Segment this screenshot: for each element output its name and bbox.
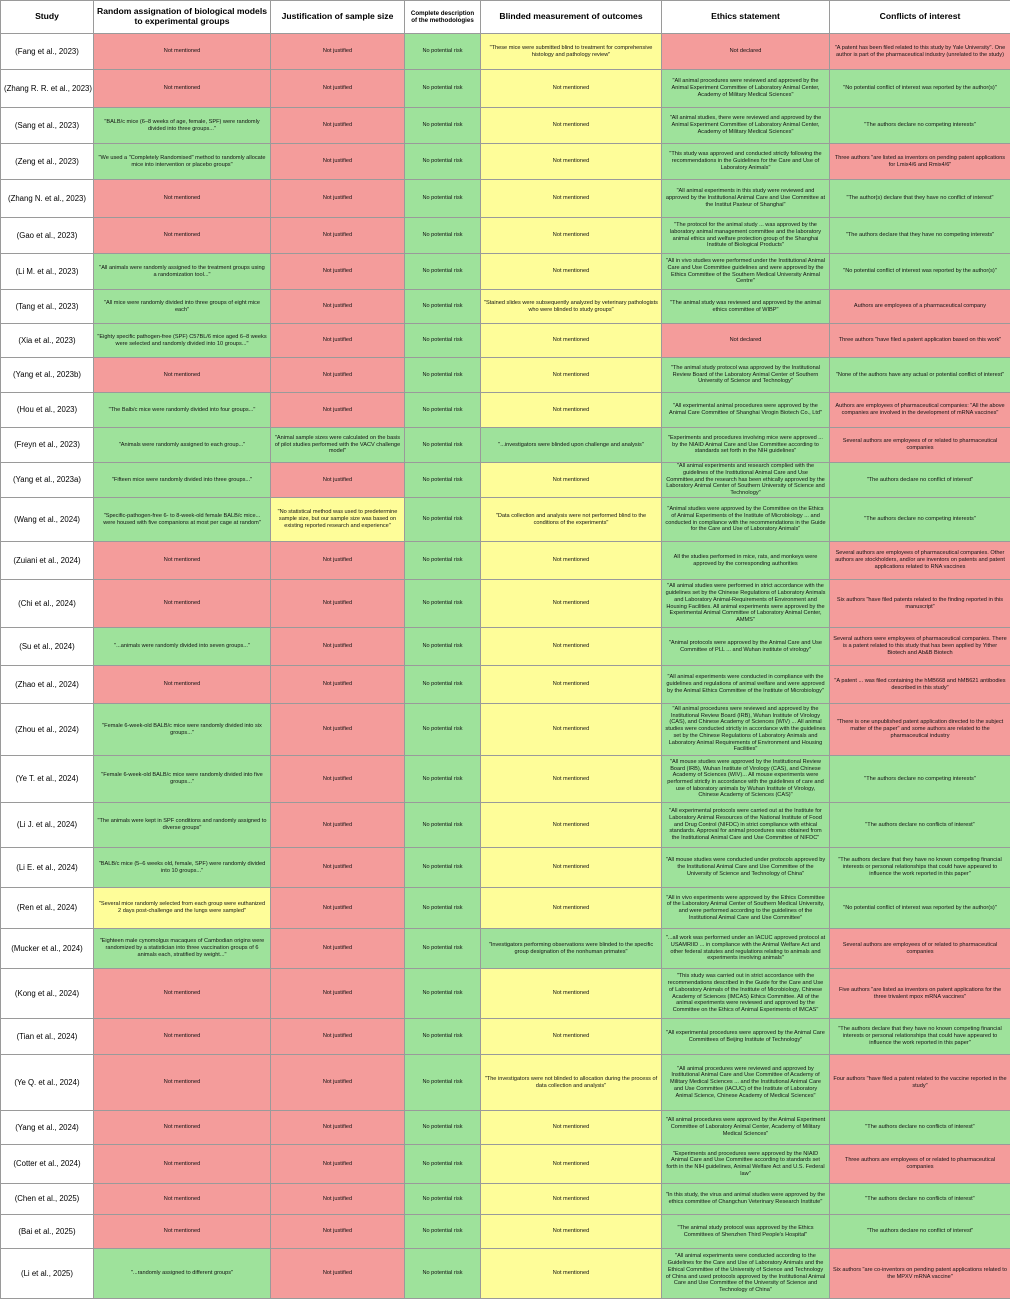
cell-ethics-statement: "The animal study was reviewed and approved by the animal ethics committee of WIBP" bbox=[662, 290, 830, 324]
cell-sample-size: Not justified bbox=[271, 463, 405, 498]
cell-blinded-measurement: Not mentioned bbox=[481, 180, 662, 218]
cell-study: (Gao et al., 2023) bbox=[1, 218, 94, 254]
cell-blinded-measurement: Not mentioned bbox=[481, 803, 662, 848]
cell-complete-description: No potential risk bbox=[405, 1019, 481, 1055]
cell-complete-description: No potential risk bbox=[405, 358, 481, 393]
cell-sample-size: Not justified bbox=[271, 848, 405, 888]
cell-study: (Sang et al., 2023) bbox=[1, 108, 94, 144]
cell-ethics-statement: "All animal experiments were conducted according to the Guidelines for the Care and Use of Laboratory Animals and the Ethical Committee of the University of Science and Technology of China and used protocols approved by the Institutional Animal Care and Use Committee of the University of Science and Technology of China" bbox=[662, 1249, 830, 1299]
cell-blinded-measurement: Not mentioned bbox=[481, 580, 662, 628]
cell-ethics-statement: "The animal study protocol was approved by the Ethics Committees of Shenzhen Third People's Hospital" bbox=[662, 1215, 830, 1249]
table-row bbox=[1, 1145, 1010, 1184]
cell-study: (Fang et al., 2023) bbox=[1, 34, 94, 70]
cell-random-assignation: Not mentioned bbox=[94, 358, 271, 393]
cell-sample-size: Not justified bbox=[271, 358, 405, 393]
header-complete-description: Complete description of the methodologies bbox=[405, 1, 481, 34]
cell-random-assignation: "Female 6-week-old BALB/c mice were randomly divided into five groups..." bbox=[94, 756, 271, 803]
cell-complete-description: No potential risk bbox=[405, 848, 481, 888]
table-row bbox=[1, 1215, 1010, 1249]
cell-random-assignation: "Eighty specific pathogen-free (SPF) C57BL/6 mice aged 6–8 weeks were selected and randomly divided into 10 groups..." bbox=[94, 324, 271, 358]
cell-random-assignation: Not mentioned bbox=[94, 666, 271, 704]
table-row bbox=[1, 254, 1010, 290]
cell-complete-description: No potential risk bbox=[405, 218, 481, 254]
table-row bbox=[1, 70, 1010, 108]
cell-random-assignation: "All animals were randomly assigned to the treatment groups using a randomization tool..." bbox=[94, 254, 271, 290]
cell-complete-description: No potential risk bbox=[405, 666, 481, 704]
cell-blinded-measurement: "Stained slides were subsequently analyzed by veterinary pathologists who were blinded to study groups" bbox=[481, 290, 662, 324]
cell-conflicts-of-interest: Authors are employees of a pharmaceutical company bbox=[830, 290, 1010, 324]
table-row bbox=[1, 1055, 1010, 1111]
cell-blinded-measurement: Not mentioned bbox=[481, 144, 662, 180]
cell-ethics-statement: "In this study, the virus and animal studies were approved by the ethics committee of Changchun Veterinary Research Institute" bbox=[662, 1184, 830, 1215]
cell-study: (Bai et al., 2025) bbox=[1, 1215, 94, 1249]
cell-blinded-measurement: Not mentioned bbox=[481, 542, 662, 580]
cell-study: (Mucker et al., 2024) bbox=[1, 929, 94, 969]
cell-conflicts-of-interest: Several authors are employees of or related to pharmaceutical companies bbox=[830, 929, 1010, 969]
cell-sample-size: Not justified bbox=[271, 324, 405, 358]
cell-sample-size: Not justified bbox=[271, 666, 405, 704]
table-row bbox=[1, 756, 1010, 803]
cell-random-assignation: Not mentioned bbox=[94, 1111, 271, 1145]
cell-ethics-statement: Not declared bbox=[662, 324, 830, 358]
cell-random-assignation: "Several mice randomly selected from each group were euthanized 2 days post-challenge and the lungs were sampled" bbox=[94, 888, 271, 929]
cell-complete-description: No potential risk bbox=[405, 542, 481, 580]
cell-complete-description: No potential risk bbox=[405, 888, 481, 929]
table-row bbox=[1, 803, 1010, 848]
table-row bbox=[1, 1184, 1010, 1215]
cell-blinded-measurement: "These mice were submitted blind to treatment for comprehensive histology and pathology review" bbox=[481, 34, 662, 70]
cell-random-assignation: "...animals were randomly divided into seven groups..." bbox=[94, 628, 271, 666]
cell-complete-description: No potential risk bbox=[405, 463, 481, 498]
cell-ethics-statement: "...all work was performed under an IACUC approved protocol at USAMRIID ... in compliance with the Animal Welfare Act and other federal statutes and regulations relating to animals and experiments involving animals" bbox=[662, 929, 830, 969]
table-row bbox=[1, 463, 1010, 498]
cell-study: (Zhao et al., 2024) bbox=[1, 666, 94, 704]
cell-random-assignation: Not mentioned bbox=[94, 969, 271, 1019]
cell-sample-size: Not justified bbox=[271, 393, 405, 428]
cell-conflicts-of-interest: "None of the authors have any actual or potential conflict of interest" bbox=[830, 358, 1010, 393]
table-row bbox=[1, 218, 1010, 254]
cell-study: (Xia et al., 2023) bbox=[1, 324, 94, 358]
table-row bbox=[1, 1111, 1010, 1145]
cell-sample-size: "Animal sample sizes were calculated on the basis of pilot studies performed with the VACV challenge model" bbox=[271, 428, 405, 463]
cell-sample-size: Not justified bbox=[271, 1019, 405, 1055]
cell-conflicts-of-interest: Several authors are employees of pharmaceutical companies. Other authors are stockholders, and/or are inventors on patents and patent applications related to RNA vaccines bbox=[830, 542, 1010, 580]
cell-ethics-statement: "All animal procedures were reviewed and approved by the Institutional Review Board (IRB), Wuhan Institute of Virology (CAS), and Chinese Academy of Sciences (WIV) ... All animal studies were conducted strictly in accordance with the guidelines set by the Chinese Regulations of Laboratory Animals and Laboratory Animal Requirements of Environment and Housing Facilities" bbox=[662, 704, 830, 756]
cell-blinded-measurement: Not mentioned bbox=[481, 1215, 662, 1249]
cell-blinded-measurement: Not mentioned bbox=[481, 108, 662, 144]
cell-sample-size: Not justified bbox=[271, 180, 405, 218]
cell-study: (Yang et al., 2024) bbox=[1, 1111, 94, 1145]
cell-sample-size: Not justified bbox=[271, 290, 405, 324]
table-row bbox=[1, 628, 1010, 666]
cell-conflicts-of-interest: Four authors "have filed a patent related to the vaccine reported in the study" bbox=[830, 1055, 1010, 1111]
cell-sample-size: Not justified bbox=[271, 218, 405, 254]
cell-random-assignation: "Female 6-week-old BALB/c mice were randomly divided into six groups..." bbox=[94, 704, 271, 756]
cell-blinded-measurement: Not mentioned bbox=[481, 704, 662, 756]
cell-random-assignation: Not mentioned bbox=[94, 180, 271, 218]
cell-complete-description: No potential risk bbox=[405, 290, 481, 324]
cell-sample-size: Not justified bbox=[271, 803, 405, 848]
cell-ethics-statement: All the studies performed in mice, rats, and monkeys were approved by the corresponding authorities bbox=[662, 542, 830, 580]
cell-conflicts-of-interest: Several authors are employees of or related to pharmaceutical companies bbox=[830, 428, 1010, 463]
cell-ethics-statement: "All experimental animal procedures were approved by the Animal Care Committee of Shanghai Virogin Biotech Co., Ltd" bbox=[662, 393, 830, 428]
cell-random-assignation: "Eighteen male cynomolgus macaques of Cambodian origins were randomized by a statistician into three vaccination groups of 6 animals each, stratified by weight..." bbox=[94, 929, 271, 969]
cell-ethics-statement: "All experimental procedures were approved by the Animal Care Committees of Beijing Institute of Technology" bbox=[662, 1019, 830, 1055]
cell-complete-description: No potential risk bbox=[405, 1145, 481, 1184]
cell-complete-description: No potential risk bbox=[405, 428, 481, 463]
cell-conflicts-of-interest: Several authors were employees of pharmaceutical companies. There is a patent related to this study that has been applied by Yither Biotech and Ab&B Biotech bbox=[830, 628, 1010, 666]
table-row bbox=[1, 666, 1010, 704]
cell-blinded-measurement: Not mentioned bbox=[481, 463, 662, 498]
cell-random-assignation: Not mentioned bbox=[94, 1184, 271, 1215]
cell-conflicts-of-interest: Three authors "have filed a patent application based on this work" bbox=[830, 324, 1010, 358]
cell-conflicts-of-interest: "The author(s) declare that they have no conflict of interest" bbox=[830, 180, 1010, 218]
cell-ethics-statement: "All mouse studies were conducted under protocols approved by the Institutional Animal Care and Use Committee of the University of Science and Technology of China" bbox=[662, 848, 830, 888]
cell-study: (Li M. et al., 2023) bbox=[1, 254, 94, 290]
cell-conflicts-of-interest: Three authors "are listed as inventors on pending patent applications for Lmix4/6 and Rmix4/6" bbox=[830, 144, 1010, 180]
cell-conflicts-of-interest: "The authors declare no competing interests" bbox=[830, 108, 1010, 144]
cell-sample-size: Not justified bbox=[271, 969, 405, 1019]
cell-study: (Kong et al., 2024) bbox=[1, 969, 94, 1019]
cell-ethics-statement: "Animal studies were approved by the Committee on the Ethics of Animal Experiments of the Institute of Microbiology ... and conducted in compliance with the recommendations in the Guide for the Care and Use of Laboratory Animals" bbox=[662, 498, 830, 542]
cell-sample-size: Not justified bbox=[271, 542, 405, 580]
cell-random-assignation: Not mentioned bbox=[94, 218, 271, 254]
header-sample-size: Justification of sample size bbox=[271, 1, 405, 34]
cell-study: (Ren et al., 2024) bbox=[1, 888, 94, 929]
cell-study: (Zhou et al., 2024) bbox=[1, 704, 94, 756]
cell-conflicts-of-interest: "The authors declare no conflict of interest" bbox=[830, 463, 1010, 498]
cell-sample-size: Not justified bbox=[271, 704, 405, 756]
cell-blinded-measurement: Not mentioned bbox=[481, 1019, 662, 1055]
cell-complete-description: No potential risk bbox=[405, 144, 481, 180]
header-random-assignation: Random assignation of biological models to experimental groups bbox=[94, 1, 271, 34]
cell-complete-description: No potential risk bbox=[405, 704, 481, 756]
cell-sample-size: Not justified bbox=[271, 580, 405, 628]
cell-sample-size: "No statistical method was used to predetermine sample size, but our sample size was based on existing reported research and experience" bbox=[271, 498, 405, 542]
cell-random-assignation: "BALB/c mice (5–6 weeks old, female, SPF) were randomly divided into 10 groups..." bbox=[94, 848, 271, 888]
table-row bbox=[1, 428, 1010, 463]
cell-random-assignation: Not mentioned bbox=[94, 542, 271, 580]
cell-blinded-measurement: Not mentioned bbox=[481, 628, 662, 666]
cell-ethics-statement: Not declared bbox=[662, 34, 830, 70]
cell-random-assignation: "All mice were randomly divided into three groups of eight mice each" bbox=[94, 290, 271, 324]
cell-study: (Cotter et al., 2024) bbox=[1, 1145, 94, 1184]
cell-complete-description: No potential risk bbox=[405, 1184, 481, 1215]
cell-blinded-measurement: "Investigators performing observations were blinded to the specific group designation of the nonhuman primates" bbox=[481, 929, 662, 969]
cell-conflicts-of-interest: "The authors declare no competing interests" bbox=[830, 756, 1010, 803]
cell-random-assignation: Not mentioned bbox=[94, 34, 271, 70]
cell-blinded-measurement: Not mentioned bbox=[481, 358, 662, 393]
cell-sample-size: Not justified bbox=[271, 144, 405, 180]
cell-ethics-statement: "All animal studies were performed in strict accordance with the guidelines set by the Chinese Regulations of Laboratory Animals and Laboratory Animal-Requirements of Environment and Housing Facilities. All animal experiments were approved by the Experimental Animal Committee of Laboratory Animal Center, AMMS" bbox=[662, 580, 830, 628]
cell-random-assignation: "We used a "Completely Randomised" method to randomly allocate mice into intervention or placebo groups" bbox=[94, 144, 271, 180]
cell-blinded-measurement: Not mentioned bbox=[481, 666, 662, 704]
cell-sample-size: Not justified bbox=[271, 1215, 405, 1249]
table-row bbox=[1, 290, 1010, 324]
cell-sample-size: Not justified bbox=[271, 888, 405, 929]
cell-conflicts-of-interest: "No potential conflict of interest was reported by the author(s)" bbox=[830, 888, 1010, 929]
cell-random-assignation: "The animals were kept in SPF conditions and randomly assigned to diverse groups" bbox=[94, 803, 271, 848]
cell-conflicts-of-interest: "There is one unpublished patent application directed to the subject matter of the paper" and some authors are related to the pharmaceutical industry bbox=[830, 704, 1010, 756]
cell-ethics-statement: "Experiments and procedures involving mice were approved ... by the NIAID Animal Care and Use Committee according to standards set forth in the NIH guidelines" bbox=[662, 428, 830, 463]
cell-ethics-statement: "All in vivo experiments were approved by the Ethics Committee of the Laboratory Animal Center of Southern Medical University, and were performed according to the guidelines of the Institutional Animal Care and Use Committee" bbox=[662, 888, 830, 929]
cell-complete-description: No potential risk bbox=[405, 969, 481, 1019]
header-ethics-statement: Ethics statement bbox=[662, 1, 830, 34]
cell-study: (Zuiani et al., 2024) bbox=[1, 542, 94, 580]
cell-blinded-measurement: Not mentioned bbox=[481, 756, 662, 803]
cell-random-assignation: Not mentioned bbox=[94, 70, 271, 108]
cell-study: (Ye Q. et al., 2024) bbox=[1, 1055, 94, 1111]
cell-sample-size: Not justified bbox=[271, 1249, 405, 1299]
cell-ethics-statement: "This study was approved and conducted strictly following the recommendations in the Guidelines for the Care and Use of Laboratory Animals" bbox=[662, 144, 830, 180]
cell-study: (Freyn et al., 2023) bbox=[1, 428, 94, 463]
cell-random-assignation: "Fifteen mice were randomly divided into three groups..." bbox=[94, 463, 271, 498]
cell-ethics-statement: "All animal procedures were reviewed and approved by the Animal Experiment Committee of Laboratory Animal Center, Academy of Military Medical Sciences" bbox=[662, 70, 830, 108]
cell-blinded-measurement: Not mentioned bbox=[481, 393, 662, 428]
cell-ethics-statement: "All animal procedures were approved by the Animal Experiment Committee of Laboratory Animal Center, Academy of Military Medical Sciences" bbox=[662, 1111, 830, 1145]
cell-sample-size: Not justified bbox=[271, 756, 405, 803]
cell-complete-description: No potential risk bbox=[405, 1111, 481, 1145]
cell-ethics-statement: "Animal protocols were approved by the Animal Care and Use Committee of PLL ... and Wuhan institute of virology" bbox=[662, 628, 830, 666]
header-blinded-measurement: Blinded measurement of outcomes bbox=[481, 1, 662, 34]
cell-ethics-statement: "All animal experiments in this study were reviewed and approved by the Institutional Animal Care and Use Committee at the Institut Pasteur of Shanghai" bbox=[662, 180, 830, 218]
cell-random-assignation: "BALB/c mice (6–8 weeks of age, female, SPF) were randomly divided into three groups..." bbox=[94, 108, 271, 144]
table-row bbox=[1, 393, 1010, 428]
cell-random-assignation: Not mentioned bbox=[94, 1019, 271, 1055]
table-row bbox=[1, 580, 1010, 628]
cell-random-assignation: Not mentioned bbox=[94, 1055, 271, 1111]
cell-study: (Chi et al., 2024) bbox=[1, 580, 94, 628]
table-row bbox=[1, 498, 1010, 542]
cell-blinded-measurement: Not mentioned bbox=[481, 218, 662, 254]
cell-random-assignation: "Specific-pathogen-free 6- to 8-week-old female BALB/c mice... were housed with five companions at most per cage at random" bbox=[94, 498, 271, 542]
table-row bbox=[1, 1249, 1010, 1299]
header-conflicts-of-interest: Conflicts of interest bbox=[830, 1, 1010, 34]
table-row bbox=[1, 969, 1010, 1019]
table-row bbox=[1, 34, 1010, 70]
cell-study: (Li et al., 2025) bbox=[1, 1249, 94, 1299]
cell-blinded-measurement: Not mentioned bbox=[481, 1249, 662, 1299]
cell-blinded-measurement: Not mentioned bbox=[481, 1184, 662, 1215]
cell-study: (Zeng et al., 2023) bbox=[1, 144, 94, 180]
cell-conflicts-of-interest: "A patent has been filed related to this study by Yale University". One author is part of the pharmaceutical industry (unrelated to the study) bbox=[830, 34, 1010, 70]
cell-study: (Yang et al., 2023b) bbox=[1, 358, 94, 393]
cell-conflicts-of-interest: "The authors declare that they have no known competing financial interests or personal relationships that could have appeared to influence the work reported in this paper" bbox=[830, 1019, 1010, 1055]
cell-study: (Hou et al., 2023) bbox=[1, 393, 94, 428]
header-study: Study bbox=[1, 1, 94, 34]
cell-conflicts-of-interest: "The authors declare no conflicts of interest" bbox=[830, 1111, 1010, 1145]
cell-ethics-statement: "The animal study protocol was approved by the Institutional Review Board of the Laboratory Animal Center of Southern University of Science and Technology" bbox=[662, 358, 830, 393]
cell-conflicts-of-interest: "The authors declare no conflicts of interest" bbox=[830, 1184, 1010, 1215]
cell-complete-description: No potential risk bbox=[405, 803, 481, 848]
cell-blinded-measurement: "Data collection and analysis were not performed blind to the conditions of the experiments" bbox=[481, 498, 662, 542]
cell-complete-description: No potential risk bbox=[405, 324, 481, 358]
cell-sample-size: Not justified bbox=[271, 1111, 405, 1145]
table-row bbox=[1, 542, 1010, 580]
cell-study: (Tang et al., 2023) bbox=[1, 290, 94, 324]
cell-blinded-measurement: Not mentioned bbox=[481, 254, 662, 290]
cell-conflicts-of-interest: "The authors declare that they have no known competing financial interests or personal relationships that could have appeared to influence the work reported in this paper" bbox=[830, 848, 1010, 888]
cell-complete-description: No potential risk bbox=[405, 498, 481, 542]
table-row bbox=[1, 324, 1010, 358]
cell-study: (Zhang N. et al., 2023) bbox=[1, 180, 94, 218]
cell-complete-description: No potential risk bbox=[405, 756, 481, 803]
cell-complete-description: No potential risk bbox=[405, 1249, 481, 1299]
cell-conflicts-of-interest: "The authors declare no conflicts of interest" bbox=[830, 803, 1010, 848]
cell-ethics-statement: "All animal studies, there were reviewed and approved by the Animal Experiment Committee of Laboratory Animal Center, Academy of Military Medical Sciences" bbox=[662, 108, 830, 144]
cell-study: (Chen et al., 2025) bbox=[1, 1184, 94, 1215]
cell-study: (Zhang R. R. et al., 2023) bbox=[1, 70, 94, 108]
cell-sample-size: Not justified bbox=[271, 254, 405, 290]
cell-conflicts-of-interest: Five authors "are listed as inventors on patent applications for the three trivalent mpox mRNA vaccines" bbox=[830, 969, 1010, 1019]
cell-blinded-measurement: Not mentioned bbox=[481, 70, 662, 108]
table-row bbox=[1, 848, 1010, 888]
cell-random-assignation: "The Balb/c mice were randomly divided into four groups..." bbox=[94, 393, 271, 428]
cell-complete-description: No potential risk bbox=[405, 34, 481, 70]
cell-conflicts-of-interest: "The authors declare no competing interests" bbox=[830, 498, 1010, 542]
cell-ethics-statement: "All animal experiments were conducted in compliance with the guidelines and regulations of animal welfare and were approved by the Animal Ethics Committee of the Institute of Microbiology" bbox=[662, 666, 830, 704]
cell-sample-size: Not justified bbox=[271, 70, 405, 108]
cell-sample-size: Not justified bbox=[271, 1145, 405, 1184]
cell-complete-description: No potential risk bbox=[405, 254, 481, 290]
cell-ethics-statement: "Experiments and procedures were approved by the NIAID Animal Care and Use Committee according to standards set forth in the NIH guidelines, Animal Welfare Act and U.S. Federal law" bbox=[662, 1145, 830, 1184]
header-row bbox=[1, 1, 1010, 34]
cell-blinded-measurement: Not mentioned bbox=[481, 1111, 662, 1145]
cell-sample-size: Not justified bbox=[271, 1184, 405, 1215]
cell-complete-description: No potential risk bbox=[405, 580, 481, 628]
cell-random-assignation: Not mentioned bbox=[94, 1215, 271, 1249]
cell-ethics-statement: "All experimental protocols were carried out at the Institute for Laboratory Animal Resources of the National Institute of Food and Drug Control (NIFDC) in strict compliance with ethical standards. Approval for animal procedures was obtained from the Institutional Animal Care and Use Committee of NIFDC" bbox=[662, 803, 830, 848]
cell-study: (Ye T. et al., 2024) bbox=[1, 756, 94, 803]
cell-ethics-statement: "This study was carried out in strict accordance with the recommendations described in the Guide for the Care and Use of Laboratory Animals of the Institute of Microbiology, Chinese Academy of Sciences (IMCAS) Ethics Committee. All of the animal experiments were reviewed and approved by the Committee on the Ethics of Animal Experiments of IMCAS" bbox=[662, 969, 830, 1019]
cell-complete-description: No potential risk bbox=[405, 628, 481, 666]
cell-conflicts-of-interest: Authors are employees of pharmaceutical companies: "All the above companies are involved in the development of mRNA vaccines" bbox=[830, 393, 1010, 428]
cell-study: (Li E. et al., 2024) bbox=[1, 848, 94, 888]
cell-sample-size: Not justified bbox=[271, 1055, 405, 1111]
table-row bbox=[1, 108, 1010, 144]
cell-blinded-measurement: Not mentioned bbox=[481, 848, 662, 888]
cell-study: (Su et al., 2024) bbox=[1, 628, 94, 666]
table-row bbox=[1, 180, 1010, 218]
cell-complete-description: No potential risk bbox=[405, 1055, 481, 1111]
cell-ethics-statement: "All mouse studies were approved by the Institutional Review Board (IRB), Wuhan Institute of Virology (CAS), and Chinese Academy of Sciences (WIV)... All mouse experiments were performed strictly in accordance with the guidelines of care and use of laboratory animals by Wuhan Institute of Virology, Chinese Academy of Sciences (CAS)" bbox=[662, 756, 830, 803]
cell-study: (Li J. et al., 2024) bbox=[1, 803, 94, 848]
cell-complete-description: No potential risk bbox=[405, 393, 481, 428]
table-row bbox=[1, 1019, 1010, 1055]
table-row bbox=[1, 144, 1010, 180]
cell-blinded-measurement: "The investigators were not blinded to allocation during the process of data collection and analysis" bbox=[481, 1055, 662, 1111]
cell-conflicts-of-interest: Six authors "have filed patents related to the finding reported in this manuscript" bbox=[830, 580, 1010, 628]
cell-conflicts-of-interest: "No potential conflict of interest was reported by the author(s)" bbox=[830, 70, 1010, 108]
table-row bbox=[1, 704, 1010, 756]
cell-conflicts-of-interest: Six authors "are co-inventors on pending patent applications related to the MPXV mRNA vaccine" bbox=[830, 1249, 1010, 1299]
cell-complete-description: No potential risk bbox=[405, 1215, 481, 1249]
cell-study: (Yang et al., 2023a) bbox=[1, 463, 94, 498]
cell-ethics-statement: "All in vivo studies were performed under the Institutional Animal Care and Use Committee guidelines and were approved by the Ethics Committee of the Southern Medical University Animal Centre" bbox=[662, 254, 830, 290]
cell-conflicts-of-interest: "The authors declare no conflict of interest" bbox=[830, 1215, 1010, 1249]
cell-sample-size: Not justified bbox=[271, 34, 405, 70]
cell-sample-size: Not justified bbox=[271, 929, 405, 969]
cell-conflicts-of-interest: "No potential conflict of interest was reported by the author(s)" bbox=[830, 254, 1010, 290]
cell-complete-description: No potential risk bbox=[405, 929, 481, 969]
cell-random-assignation: Not mentioned bbox=[94, 1145, 271, 1184]
cell-random-assignation: "Animals were randomly assigned to each group..." bbox=[94, 428, 271, 463]
cell-complete-description: No potential risk bbox=[405, 70, 481, 108]
cell-blinded-measurement: Not mentioned bbox=[481, 324, 662, 358]
cell-ethics-statement: "All animal procedures were reviewed and approved by Institutional Animal Care and Use Committee of Academy of Military Medical Sciences ... and the Institutional Animal Care and Use Committee (IACUC) of the Institute of Laboratory Animal Science, Chinese Academy of Medical Sciences" bbox=[662, 1055, 830, 1111]
table-body bbox=[1, 34, 1010, 1299]
cell-sample-size: Not justified bbox=[271, 108, 405, 144]
cell-study: (Tian et al., 2024) bbox=[1, 1019, 94, 1055]
cell-blinded-measurement: Not mentioned bbox=[481, 969, 662, 1019]
cell-conflicts-of-interest: "The authors declare that they have no competing interests" bbox=[830, 218, 1010, 254]
cell-random-assignation: Not mentioned bbox=[94, 580, 271, 628]
cell-blinded-measurement: Not mentioned bbox=[481, 888, 662, 929]
cell-conflicts-of-interest: Three authors are employees of or related to pharmaceutical companies bbox=[830, 1145, 1010, 1184]
cell-sample-size: Not justified bbox=[271, 628, 405, 666]
cell-ethics-statement: "All animal experiments and research complied with the guidelines of the Institutional Animal Care and Use Committee,and the research has been ethically approved by the Laboratory Animal Center of Southern University of Science and Technology" bbox=[662, 463, 830, 498]
table-row bbox=[1, 929, 1010, 969]
cell-complete-description: No potential risk bbox=[405, 108, 481, 144]
cell-ethics-statement: "The protocol for the animal study ... was approved by the laboratory animal management committee and the laboratory animal ethics and welfare protection group of the Shanghai Institute of Biological Products" bbox=[662, 218, 830, 254]
table-row bbox=[1, 888, 1010, 929]
cell-complete-description: No potential risk bbox=[405, 180, 481, 218]
cell-blinded-measurement: "...investigators were blinded upon challenge and analysis" bbox=[481, 428, 662, 463]
cell-conflicts-of-interest: "A patent ... was filed containing the hMB668 and hMB621 antibodies described in this study" bbox=[830, 666, 1010, 704]
cell-study: (Wang et al., 2024) bbox=[1, 498, 94, 542]
table-row bbox=[1, 358, 1010, 393]
cell-blinded-measurement: Not mentioned bbox=[481, 1145, 662, 1184]
cell-random-assignation: "...randomly assigned to different groups" bbox=[94, 1249, 271, 1299]
